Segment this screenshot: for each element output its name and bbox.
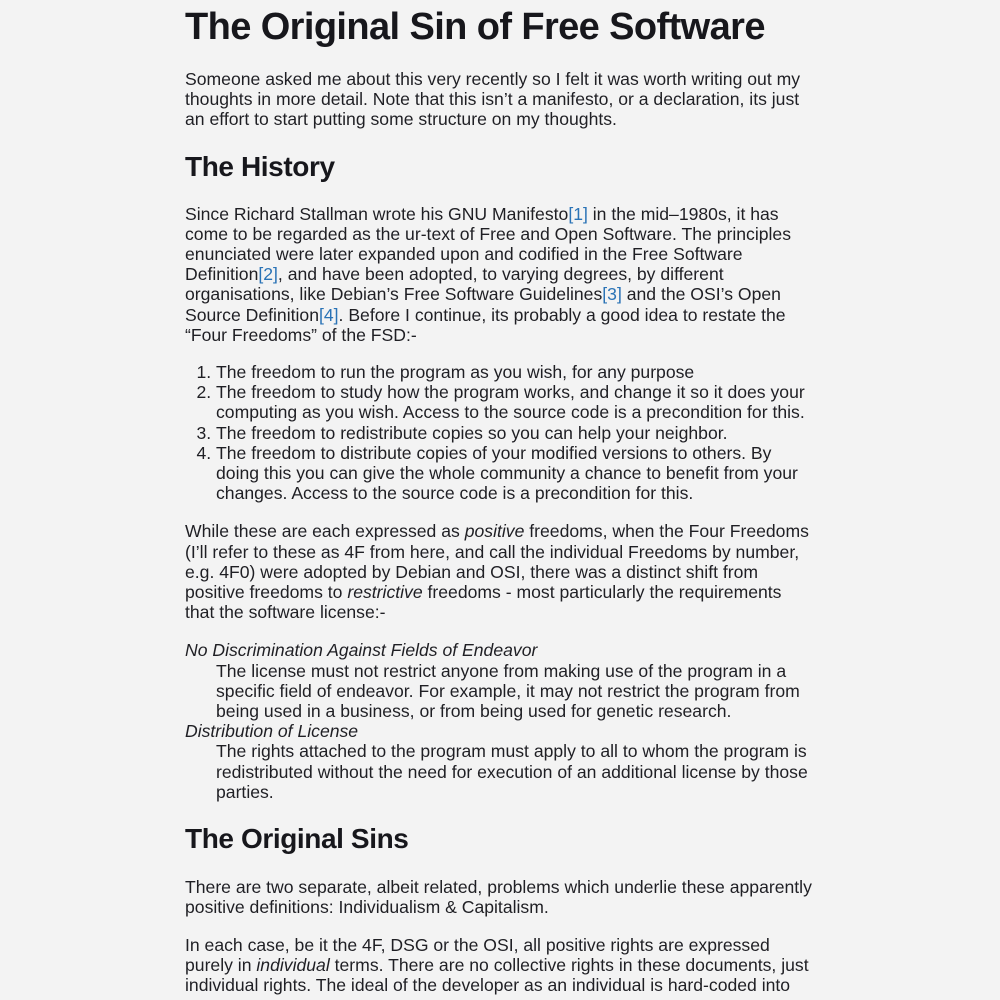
emphasis: positive	[464, 521, 525, 542]
section-heading-original-sins: The Original Sins	[185, 823, 409, 855]
freedoms-paragraph	[185, 521, 815, 622]
text-segment: . Before I continue, its probably a good idea to restate the “Four Freedoms” of the FSD:-	[185, 304, 786, 345]
emphasis: restrictive	[347, 582, 423, 603]
text-segment: terms. There are no collective rights in these documents, just individual rights. The ideal of the developer as an individual is hard-coded into	[185, 954, 809, 995]
definition-description: The license must not restrict anyone from making use of the program in a specific field of endeavor. For example, it may not restrict the program from being used in a business, or from being used for genetic research.	[216, 660, 800, 722]
text-segment: Since Richard Stallman wrote his GNU Manifesto	[185, 203, 569, 224]
list-item: 4. The freedom to distribute copies of your modified versions to others. By doing this you can give the whole community a chance to benefit from your changes. Access to the source code is a precondition for this.	[216, 443, 815, 504]
article	[185, 0, 815, 995]
section-heading-history: The History	[185, 150, 335, 182]
footnote-link-2[interactable]: [2]	[258, 264, 278, 285]
text-segment: and the OSI’s Open Source Definition	[185, 284, 781, 325]
footnote-link-3[interactable]: [3]	[602, 284, 622, 305]
definition-description: The rights attached to the program must apply to all to whom the program is redistributed without the need for execution of an additional license by those parties.	[216, 741, 808, 802]
list-item: 1. The freedom to run the program as you wish, for any purpose	[216, 362, 815, 382]
text-segment: freedoms, when the Four Freedoms (I’ll refer to these as 4F from here, and call the individual Freedoms by number, e.g. 4F0) were adopted by Debian and OSI, there was a distinct shift from positive freedoms to	[185, 521, 809, 603]
definition-term: No Discrimination Against Fields of Endeavor	[185, 640, 538, 661]
definition-list	[185, 640, 815, 802]
sins-paragraph: There are two separate, albeit related, problems which underlie these apparently positive definitions: Individualism & Capitalism.	[185, 877, 812, 918]
definition-term: Distribution of License	[185, 721, 359, 742]
emphasis: individual	[256, 954, 330, 975]
text-segment: , and have been adopted, to varying degrees, by different organisations, like Debian’s Free Software Guidelines	[185, 264, 724, 305]
text-segment: In each case, be it the 4F, DSG or the OSI, all positive rights are expressed purely in	[185, 934, 770, 975]
list-item: 3. The freedom to redistribute copies so you can help your neighbor.	[216, 423, 815, 443]
footnote-link-4[interactable]: [4]	[318, 304, 339, 325]
footnote-link-1[interactable]: [1]	[568, 203, 588, 224]
text-segment: freedoms - most particularly the requirements that the software license:-	[185, 582, 782, 623]
history-paragraph	[185, 204, 815, 345]
four-freedoms-list	[185, 362, 815, 503]
text-segment: in the mid–1980s, it has come to be regarded as the ur-text of Free and Open Software. The principles enunciated were later expanded upon and codified in the Free Software Definition	[185, 203, 792, 285]
list-item: 2. The freedom to study how the program works, and change it so it does your computing as you wish. Access to the source code is a precondition for this.	[216, 382, 815, 422]
text-segment: While these are each expressed as	[185, 521, 465, 542]
page-title: The Original Sin of Free Software	[185, 6, 765, 48]
intro-paragraph: Someone asked me about this very recently so I felt it was worth writing out my thoughts in more detail. Note that this isn’t a manifesto, or a declaration, its just an effort to start putting some structure on my thoughts.	[185, 69, 801, 130]
individualism-paragraph	[185, 935, 815, 996]
